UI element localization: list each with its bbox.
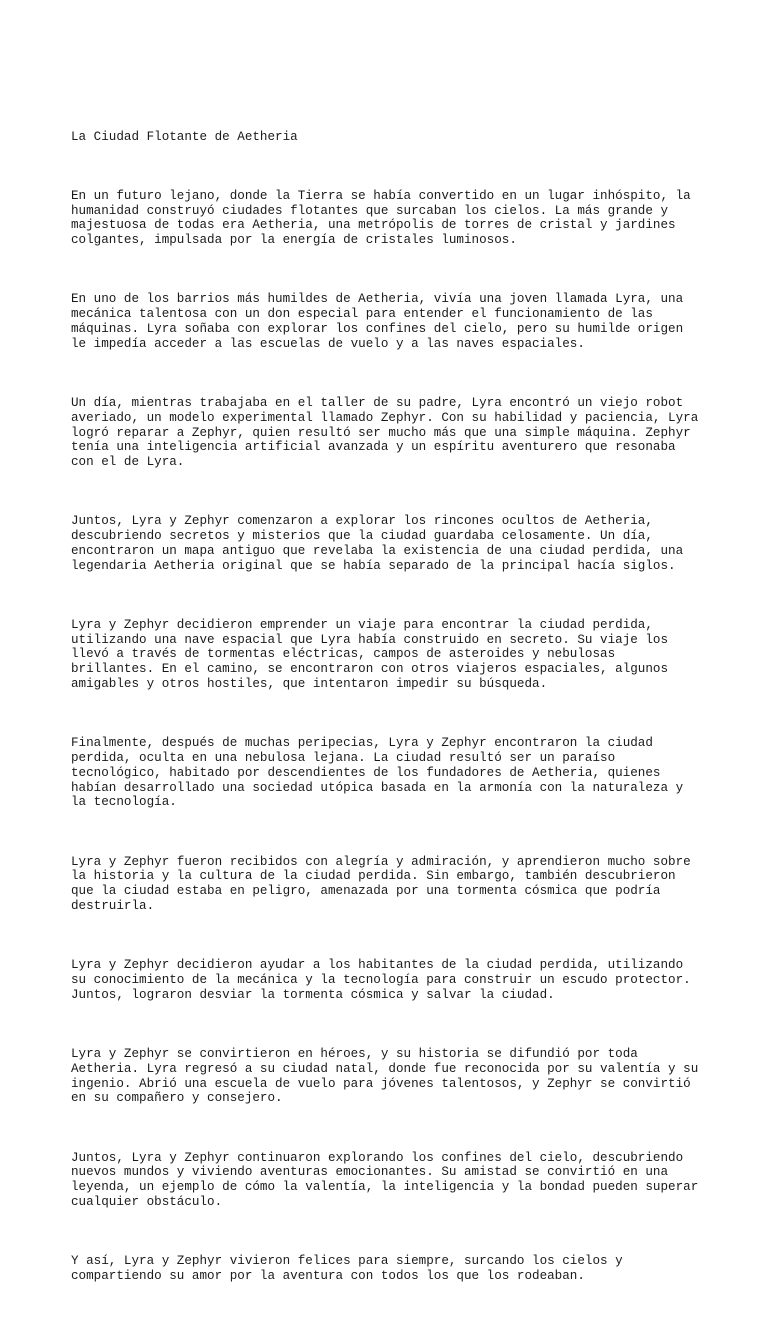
paragraph: Lyra y Zephyr decidieron emprender un viaje para encontrar la ciudad perdida, utilizando una nave espacial que Lyra había construido en secreto. Su viaje los llevó a través de tormentas eléctricas, campos de asteroides y nebulosas brillantes. En el camino, se encontraron con otros viajeros espaciales, algunos amigables y otros hostiles, que intentaron impedir su búsqueda. (71, 617, 669, 692)
paragraph: Finalmente, después de muchas peripecias, Lyra y Zephyr encontraron la ciudad perdida, oculta en una nebulosa lejana. La ciudad resultó ser un paraíso tecnológico, habitado por descendientes de los fundadores de Aetheria, quienes habían desarrollado una sociedad utópica basada en la armonía con la naturaleza y la tecnología. (71, 736, 684, 810)
paragraph: Un día, mientras trabajaba en el taller de su padre, Lyra encontró un viejo robot averiado, un modelo experimental llamado Zephyr. Con su habilidad y paciencia, Lyra logró reparar a Zephyr, quien resultó ser mucho más que una simple máquina. Zephyr tenía una inteligencia artificial avanzada y un espíritu aventurero que resonaba con el de Lyra. (71, 395, 699, 470)
document-title: La Ciudad Flotante de Aetheria (71, 129, 298, 144)
paragraph: Juntos, Lyra y Zephyr comenzaron a explorar los rincones ocultos de Aetheria, descubriendo secretos y misterios que la ciudad guardaba celosamente. Un día, encontraron un mapa antiguo que revelaba la existencia de una ciudad perdida, una legendaria Aetheria original que se había separado de la principal hacía siglos. (71, 514, 684, 573)
paragraph: Y así, Lyra y Zephyr vivieron felices para siempre, surcando los cielos y compartiendo su amor por la aventura con todos los que los rodeaban. (71, 1254, 623, 1283)
paragraph: Lyra y Zephyr fueron recibidos con alegría y admiración, y aprendieron mucho sobre la historia y la cultura de la ciudad perdida. Sin embargo, también descubrieron que la ciudad estaba en peligro, amenazada por una tormenta cósmica que podría destruirla. (71, 854, 691, 914)
document-body (71, 100, 711, 1328)
paragraph: En uno de los barrios más humildes de Aetheria, vivía una joven llamada Lyra, una mecánica talentosa con un don especial para entender el funcionamiento de las máquinas. Lyra soñaba con explorar los confines del cielo, pero su humilde origen le impedía acceder a las escuelas de vuelo y a las naves espaciales. (71, 292, 684, 351)
paragraph: Lyra y Zephyr decidieron ayudar a los habitantes de la ciudad perdida, utilizando su conocimiento de la mecánica y la tecnología para construir un escudo protector. Juntos, lograron desviar la tormenta cósmica y salvar la ciudad. (71, 958, 691, 1002)
paragraph: Juntos, Lyra y Zephyr continuaron explorando los confines del cielo, descubriendo nuevos mundos y viviendo aventuras emocionantes. Su amistad se convirtió en una leyenda, un ejemplo de cómo la valentía, la inteligencia y la bondad pueden superar cualquier obstáculo. (71, 1150, 699, 1209)
paragraph: En un futuro lejano, donde la Tierra se había convertido en un lugar inhóspito, la humanidad construyó ciudades flotantes que surcaban los cielos. La más grande y majestuosa de todas era Aetheria, una metrópolis de torres de cristal y jardines colgantes, impulsada por la energía de cristales luminosos. (71, 188, 691, 248)
paragraph: Lyra y Zephyr se convirtieron en héroes, y su historia se difundió por toda Aetheria. Lyra regresó a su ciudad natal, donde fue reconocida por su valentía y su ingenio. Abrió una escuela de vuelo para jóvenes talentosos, y Zephyr se convirtió en su compañero y consejero. (71, 1047, 699, 1106)
